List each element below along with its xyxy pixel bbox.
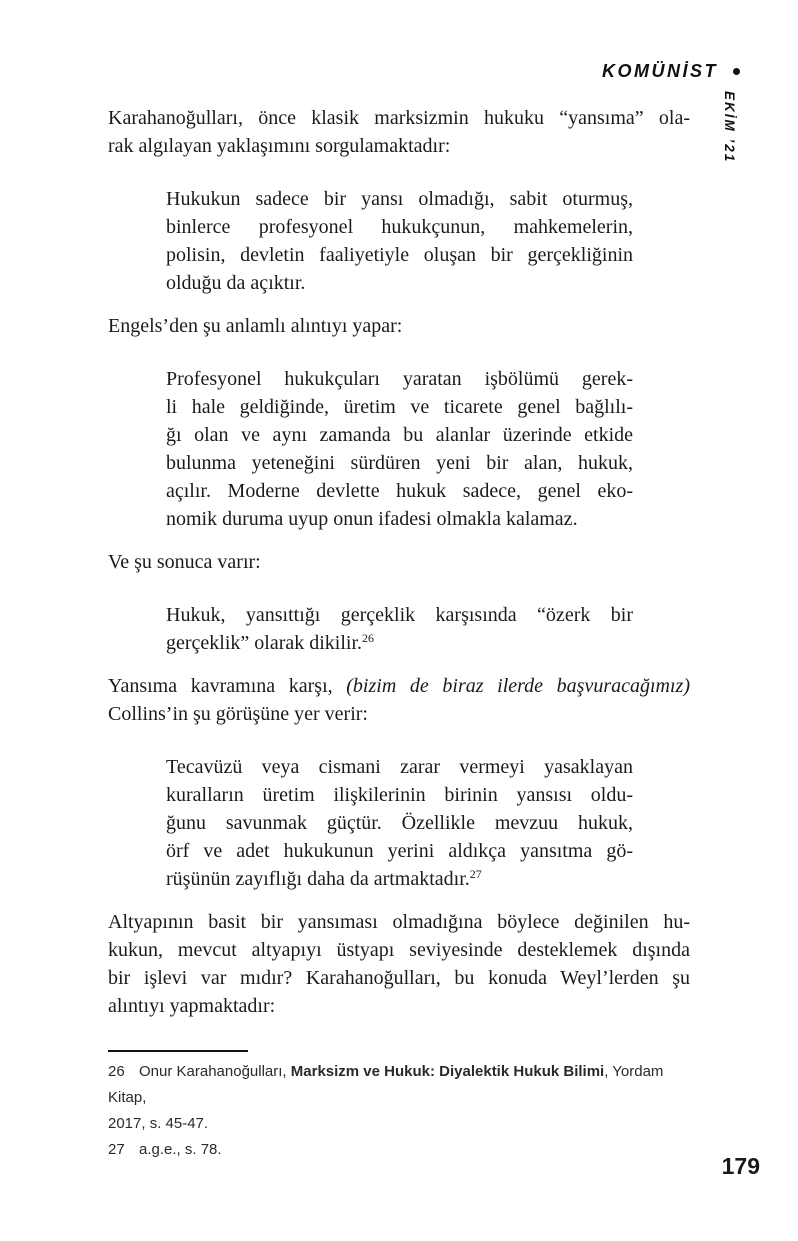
text-segment: nomik duruma uyup onun ifadesi olmakla kalamaz. (166, 508, 578, 530)
text-segment: bulunma yeteneğini sürdüren yeni bir alan, hukuk, (166, 452, 633, 474)
text-segment: a.g.e., s. 78. (139, 1141, 222, 1158)
text-segment: li hale geldiğinde, üretim ve ticarete genel bağlılı- (166, 396, 633, 418)
text-segment: (bizim de biraz ilerde başvuracağımız) (346, 675, 691, 697)
text-line (166, 601, 633, 629)
text-segment: Onur Karahanoğulları, (139, 1063, 291, 1080)
text-line (166, 241, 633, 269)
text-segment: Yansıma kavramına karşı, (108, 675, 347, 697)
text-segment: bir işlevi var mıdır? Karahanoğulları, bu konuda Weyl’lerden şu (108, 967, 690, 989)
page-number: 179 (721, 1153, 760, 1179)
running-head (0, 61, 740, 82)
footnote-ref: 27 (469, 867, 482, 881)
text-line (108, 964, 690, 992)
text-column (108, 104, 690, 1020)
footnotes-section (108, 1050, 690, 1163)
text-line (166, 185, 633, 213)
paragraph (108, 548, 690, 576)
text-line (166, 781, 633, 809)
text-segment: Tecavüzü veya cismani zarar vermeyi yasaklayan (166, 756, 633, 778)
paragraph (108, 908, 690, 1020)
issue-label: EKİM ’21 (722, 91, 737, 164)
text-line (108, 908, 690, 936)
text-segment: binlerce profesyonel hukukçunun, mahkemelerin, (166, 216, 633, 238)
text-segment: örf ve adet hukukunun yerini aldıkça yansıtma gö- (166, 840, 633, 862)
text-line (166, 213, 633, 241)
text-segment: Collins’in şu görüşüne yer verir: (108, 703, 368, 725)
footnote-rule (108, 1050, 248, 1052)
text-line (108, 104, 690, 132)
text-segment: kuralların üretim ilişkilerinin birinin yansısı oldu- (166, 784, 633, 806)
text-segment: Karahanoğulları, önce klasik marksizmin hukuku “yansıma” ola- (108, 107, 690, 129)
footnote-line (108, 1059, 690, 1111)
text-segment: kukun, mevcut altyapıyı üstyapı seviyesinde desteklemek dışında (108, 939, 690, 961)
text-line (166, 269, 633, 297)
paragraph (108, 104, 690, 160)
paragraph (108, 312, 690, 340)
text-segment: Engels’den şu anlamlı alıntıyı yapar: (108, 315, 403, 337)
footnote-number: 26 (108, 1063, 125, 1080)
block-quote (166, 365, 633, 533)
bullet-dot-icon (733, 68, 740, 75)
text-segment: Hukukun sadece bir yansı olmadığı, sabit oturmuş, (166, 188, 633, 210)
footnote-line (108, 1111, 690, 1137)
text-segment: Hukuk, yansıttığı gerçeklik karşısında “özerk bir (166, 604, 633, 626)
text-segment: polisin, devletin faaliyetiyle oluşan bir gerçekliğinin (166, 244, 633, 266)
text-line (166, 365, 633, 393)
text-segment: Altyapının basit bir yansıması olmadığına böylece değinilen hu- (108, 911, 690, 933)
footnote-ref: 26 (362, 631, 375, 645)
text-segment: rak algılayan yaklaşımını sorgulamaktadır: (108, 135, 451, 157)
text-line (166, 809, 633, 837)
text-line (166, 629, 633, 657)
footnote-item (108, 1059, 690, 1137)
footnote-list (108, 1059, 690, 1163)
text-line (108, 672, 690, 700)
text-line (166, 865, 633, 893)
block-quote (166, 601, 633, 657)
text-line (166, 477, 633, 505)
text-segment: gerçeklik” olarak dikilir. (166, 632, 363, 654)
text-segment: Ve şu sonuca varır: (108, 551, 261, 573)
journal-title: KOMÜNİST (602, 61, 718, 81)
text-segment: Marksizm ve Hukuk: Diyalektik Hukuk Bilimi (290, 1063, 605, 1080)
text-line (108, 312, 690, 340)
footnote-number: 27 (108, 1141, 125, 1158)
text-line (166, 449, 633, 477)
text-line (108, 132, 690, 160)
text-segment: Profesyonel hukukçuları yaratan işbölümü gerek- (166, 368, 633, 390)
text-line (108, 992, 690, 1020)
text-line (108, 700, 690, 728)
text-segment: rüşünün zayıflığı daha da artmaktadır. (166, 868, 470, 890)
text-segment: açılır. Moderne devlette hukuk sadece, genel eko- (166, 480, 633, 502)
text-line (108, 548, 690, 576)
footnote-line (108, 1137, 690, 1163)
text-segment: ğunu savunmak güçtür. Özellikle mevzuu hukuk, (166, 812, 633, 834)
paragraph (108, 672, 690, 728)
text-line (166, 393, 633, 421)
text-segment: ğı olan ve aynı zamanda bu alanlar üzerinde etkide (166, 424, 633, 446)
text-line (166, 505, 633, 533)
text-segment: 2017, s. 45-47. (108, 1115, 209, 1132)
text-line (166, 421, 633, 449)
text-line (166, 753, 633, 781)
footnote-item (108, 1137, 690, 1163)
text-segment: olduğu da açıktır. (166, 272, 306, 294)
block-quote (166, 753, 633, 893)
block-quote (166, 185, 633, 297)
text-segment: , Yordam Kitap, (108, 1063, 664, 1106)
text-line (108, 936, 690, 964)
text-segment: alıntıyı yapmaktadır: (108, 995, 276, 1017)
text-line (166, 837, 633, 865)
